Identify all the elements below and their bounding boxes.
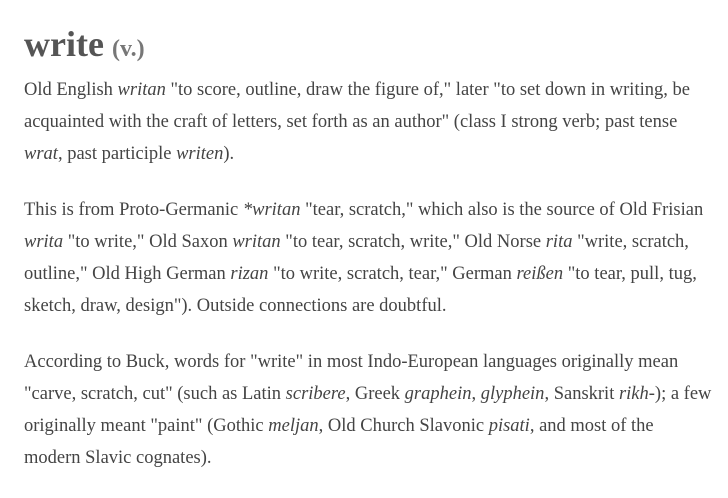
italic-term: glyphein <box>480 384 545 404</box>
part-of-speech: (v.) <box>111 36 145 62</box>
text-segment: , and most of the modern Slavic cognates). <box>24 416 654 468</box>
text-segment: , past participle <box>57 144 177 164</box>
italic-term: wrat <box>24 144 58 164</box>
italic-term: pisati <box>488 416 530 436</box>
italic-term: reißen <box>516 264 564 284</box>
text-segment: This is from Proto-Germanic <box>24 200 243 220</box>
text-segment: According to Buck, words for "write" in most Indo-European languages originally mean "carve, scratch, cut" (such as Latin <box>24 352 679 404</box>
text-segment: ). <box>223 144 235 164</box>
headword: write <box>24 24 104 64</box>
italic-term: rita <box>545 232 573 252</box>
italic-term: scribere <box>285 384 346 404</box>
text-segment: "to score, outline, draw the figure of," later "to set down in writing, be acquainted with the craft of letters, set forth as an author" (class I strong verb; past tense <box>24 80 690 132</box>
text-segment: , Sanskrit <box>544 384 619 404</box>
italic-term: writen <box>176 144 224 164</box>
italic-term: graphein <box>404 384 472 404</box>
text-segment: Old English <box>24 80 118 100</box>
text-segment: , Old Church Slavonic <box>318 416 489 436</box>
etymology-paragraph-2 <box>24 194 712 322</box>
italic-term: meljan <box>268 416 319 436</box>
text-segment: "to write, scratch, tear," German <box>268 264 517 284</box>
italic-term: rizan <box>230 264 269 284</box>
text-segment: "tear, scratch," which also is the source of Old Frisian <box>300 200 704 220</box>
text-segment: ); a few originally meant "paint" (Gothic <box>24 384 712 436</box>
text-segment: "to tear, scratch, write," Old Norse <box>280 232 546 252</box>
italic-term: rikh- <box>618 384 655 404</box>
text-segment: , <box>471 384 481 404</box>
text-segment: "to tear, pull, tug, sketch, draw, design"). Outside connections are doubtful. <box>24 264 697 316</box>
italic-term: writa <box>24 232 64 252</box>
etymology-paragraph-3 <box>24 346 712 474</box>
etymology-paragraph-1 <box>24 74 712 170</box>
dictionary-entry <box>24 22 712 498</box>
entry-heading <box>24 22 712 68</box>
italic-term: *writan <box>242 200 301 220</box>
text-segment: "write, scratch, outline," Old High German <box>24 232 689 284</box>
italic-term: writan <box>117 80 166 100</box>
italic-term: writan <box>232 232 281 252</box>
text-segment: , Greek <box>345 384 405 404</box>
text-segment: "to write," Old Saxon <box>63 232 233 252</box>
